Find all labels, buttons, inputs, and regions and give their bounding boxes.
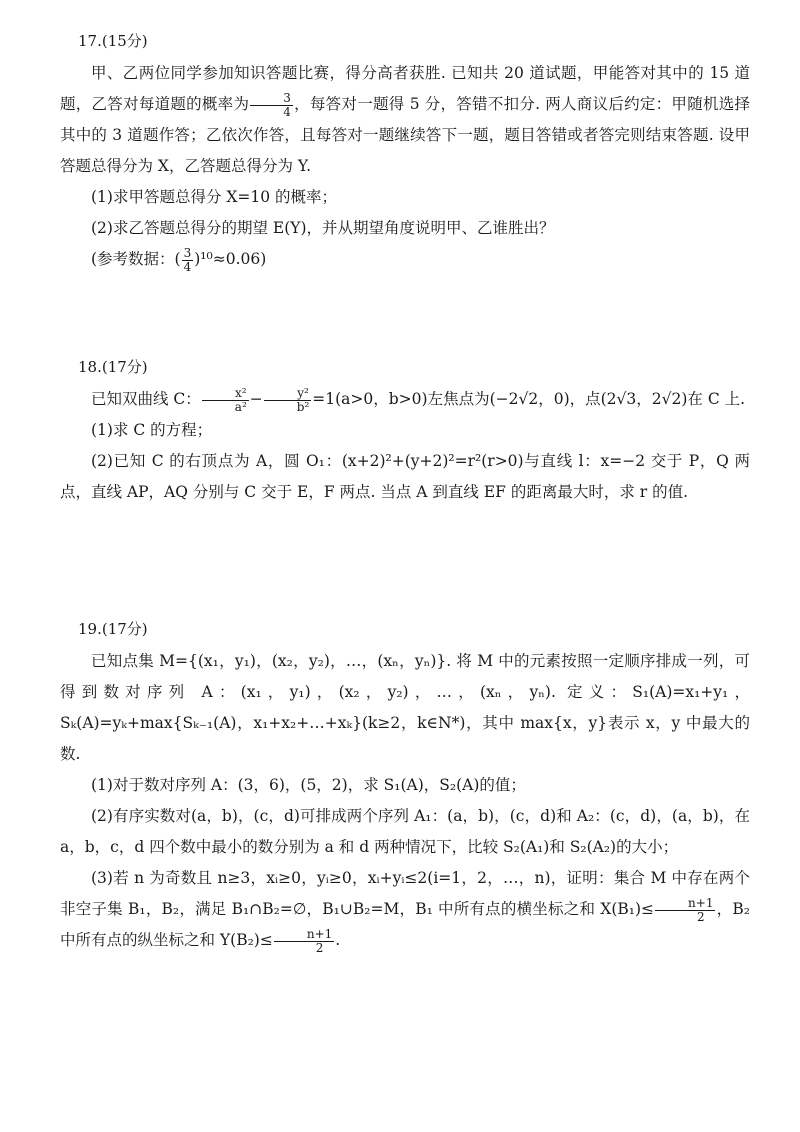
fraction-three-quarters-ref	[182, 247, 194, 274]
problem-17-reference	[60, 244, 750, 275]
problem-18-intro-a: 已知双曲线 C：	[91, 390, 201, 408]
q3-part-a: (3)若 n 为奇数且 n≥3，xᵢ≥0，yᵢ≥0，xᵢ+yᵢ≤2(i=1，2，…，n)，证明：集合 M 中存在两个非空子集 B₁，B₂，满足 B₁∩B₂=∅，B₁∪B₂=M，B₁ 中所有点的横坐标之和 X(B₁)≤	[60, 869, 750, 918]
problem-18-question-2: (2)已知 C 的右顶点为 A，圆 O₁：(x+2)²+(y+2)²=r²(r>0)与直线 l：x=−2 交于 P，Q 两点，直线 AP，AQ 分别与 C 交于 E，F 两点. 当点 A 到直线 EF 的距离最大时，求 r 的值.	[60, 452, 750, 501]
problem-18-intro-b: =1(a>0，b>0)左焦点为(−2√2，0)，点(2√3，2√2)在 C 上.	[312, 390, 746, 408]
problem-19-title: 19.(17分)	[78, 620, 148, 638]
problem-17	[60, 30, 750, 275]
problem-19	[60, 618, 750, 956]
problem-17-intro-a: 甲、乙两位同学参加知识答题比赛，得分高者获胜. 已知共 20 道试题，甲能答对其中的 15 道题，乙答对每道题的概率为	[60, 64, 750, 113]
fraction-n-plus-1-over-2	[655, 897, 715, 924]
reference-a: (参考数据：(	[91, 250, 181, 268]
problem-17-question-2: (2)求乙答题总得分的期望 E(Y)，并从期望角度说明甲、乙谁胜出？	[91, 219, 555, 237]
problem-17-intro-b: ，每答对一题得 5 分，答错不扣分. 两人商议后约定：甲随机选择其中的 3 道题作答；乙依次作答，且每答对一题继续答下一题，题目答错或者答完则结束答题. 设甲答题总得分为 X，乙答题总得分为 Y.	[60, 95, 750, 175]
fraction-numerator: n+1	[274, 928, 334, 942]
problem-19-question-3	[60, 863, 750, 956]
fraction-numerator: 3	[183, 245, 192, 260]
problem-19-question-1: (1)对于数对序列 A：(3，6)，(5，2)，求 S₁(A)，S₂(A)的值；	[91, 776, 526, 794]
fraction-n-plus-1-over-2-b	[274, 928, 334, 955]
fraction-three-quarters	[250, 92, 293, 119]
fraction-numerator: 3	[250, 92, 293, 106]
problem-19-statement: 已知点集 M={(x₁，y₁)，(x₂，y₂)，…，(xₙ，yₙ)}. 将 M 中的元素按照一定顺序排成一列，可得到数对序列 A：(x₁，y₁)，(x₂，y₂)，…，(xₙ，yₙ). 定义：S₁(A)=x₁+y₁，Sₖ(A)=yₖ+max{Sₖ₋₁(A)，x₁+x₂+…+xₖ}(k≥2，k∈N*)，其中 max{x，y}表示 x，y 中最大的数.	[60, 652, 750, 763]
fraction-x2-a2	[202, 387, 249, 414]
fraction-denominator: 4	[183, 259, 192, 274]
reference-b: )¹⁰≈0.06)	[194, 250, 267, 268]
fraction-numerator: x²	[202, 387, 249, 401]
fraction-y2-b2	[264, 387, 312, 414]
problem-19-question-2: (2)有序实数对(a，b)，(c，d)可排成两个序列 A₁：(a，b)，(c，d)和 A₂：(c，d)，(a，b)，在 a，b，c，d 四个数中最小的数分别为 a 和 d 两种情况下，比较 S₂(A₁)和 S₂(A₂)的大小；	[60, 807, 750, 856]
fraction-numerator: n+1	[655, 897, 715, 911]
problem-18-statement	[60, 384, 750, 415]
problem-18	[60, 356, 750, 508]
problem-18-question-1: (1)求 C 的方程；	[91, 421, 213, 439]
q3-part-c: .	[335, 931, 341, 949]
fraction-denominator: b²	[296, 399, 310, 414]
fraction-denominator: 2	[696, 909, 705, 924]
fraction-denominator: a²	[234, 399, 247, 414]
problem-17-question-1: (1)求甲答题总得分 X=10 的概率；	[91, 188, 338, 206]
q3-part-b: ，B₂ 中所有点的纵坐标之和 Y(B₂)≤	[60, 900, 751, 949]
fraction-denominator: 2	[315, 940, 324, 955]
problem-18-title: 18.(17分)	[78, 358, 148, 376]
problem-17-title: 17.(15分)	[78, 32, 148, 50]
minus-sign: −	[249, 390, 263, 408]
problem-17-statement	[60, 58, 750, 182]
fraction-denominator: 4	[283, 104, 291, 119]
fraction-numerator: y²	[264, 387, 312, 401]
